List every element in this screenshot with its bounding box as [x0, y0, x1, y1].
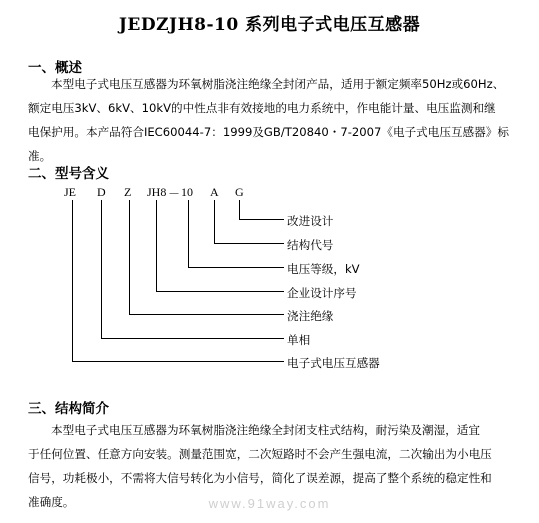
watermark: www.91way.com — [208, 496, 331, 511]
code-a: A — [210, 185, 219, 199]
code-d: D — [97, 185, 106, 199]
code-je: JE — [64, 185, 76, 199]
code-z: Z — [124, 185, 132, 199]
structure-heading: 三、结构简介 — [28, 401, 109, 417]
structure-line-4: 准确度。 — [28, 495, 75, 509]
code-dash: － — [168, 187, 181, 201]
label-voltage-level: 电压等级，kV — [287, 262, 360, 276]
model-heading: 二、型号含义 — [28, 166, 109, 182]
label-improved-design: 改进设计 — [287, 214, 334, 228]
leader-line-d — [102, 200, 285, 339]
label-structure-code: 结构代号 — [287, 238, 334, 252]
label-design-serial: 企业设计序号 — [287, 286, 357, 300]
overview-line-1: 本型电子式电压互感器为环氧树脂浇注绝缘全封闭产品，适用于额定频率50Hz或60Hz、 — [51, 77, 505, 91]
label-single-phase: 单相 — [287, 333, 311, 347]
leader-line-g — [240, 200, 285, 220]
leader-line-a — [215, 200, 285, 244]
code-jh8: JH8 — [147, 185, 167, 199]
label-electronic-vt: 电子式电压互感器 — [287, 356, 380, 370]
leader-line-z — [130, 200, 285, 315]
structure-line-1: 本型电子式电压互感器为环氧树脂浇注绝缘全封闭支柱式结构，耐污染及潮湿，适宜 — [51, 423, 480, 437]
leader-line-je — [73, 200, 285, 362]
overview-heading: 一、概述 — [28, 60, 82, 76]
overview-line-2: 额定电压3kV、6kV、10kV的中性点非有效接地的电力系统中，作电能计量、电压监测和继 — [28, 101, 496, 115]
structure-line-3: 信号，功耗极小，不需将大信号转化为小信号，简化了误差源，提高了整个系统的稳定性和 — [28, 471, 492, 485]
leader-line-jh8 — [157, 200, 285, 292]
overview-line-3: 电保护用。本产品符合IEC60044-7：1999及GB/T20840・7-2007《电子式电压互感器》标准。 — [28, 125, 509, 163]
label-cast-insulation: 浇注绝缘 — [287, 309, 334, 323]
code-g: G — [235, 185, 244, 199]
structure-line-2: 于任何位置、任意方向安装。测量范围宽，二次短路时不会产生强电流，二次输出为小电压 — [28, 447, 492, 461]
leader-line-10 — [189, 200, 285, 268]
code-10: 10 — [181, 185, 193, 199]
page-title: JEDZJH8-10 系列电子式电压互感器 — [118, 15, 421, 35]
